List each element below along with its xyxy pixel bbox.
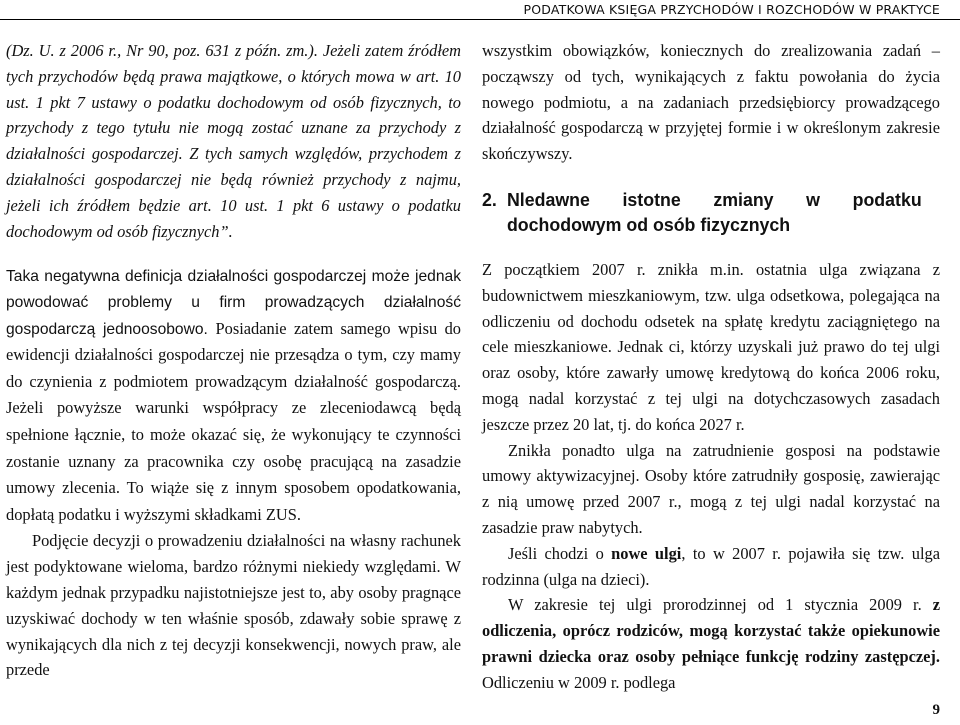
header-title: PODATKOWA KSIĘGA PRZYCHODÓW I ROZCHODÓW W PRAKTYCE <box>523 2 940 17</box>
paragraph-decision: Podjęcie decyzji o prowadzeniu działalności na własny rachunek jest podyktowane wieloma, bardzo różnymi niekiedy względami. W każdym jednak przypadku najistotniejsze jest to, aby osoby pragnące uzyskiwać dochody w ten właśnie sposób, zdawały sobie sprawę z wynikających dla nich z tej decyzji konsekwencji, nowych praw, ale przede <box>6 531 461 680</box>
family-relief-bold: z odliczenia, oprócz rodziców, mogą korzystać także opiekunowie prawni dziecka oraz osoby pełniące funkcję rodziny zastępczej. <box>482 595 940 666</box>
paragraph-housekeeper-relief: Znikła ponadto ulga na zatrudnienie gosposi na podstawie umowy aktywizacyjnej. Osoby które zatrudniły gosposię, zawierając z nią umowę przed 2007 r., mogą z tej ulgi nadal korzystać na zasadzie praw nabytych. <box>482 440 940 537</box>
new-reliefs-text-start: Jeśli chodzi o <box>508 543 612 563</box>
paragraph-obligations: wszystkim obowiązków, koniecznych do zrealizowania zadań – począwszy od tych, wynikających z faktu powołania do życia nowego podmiotu, a na zadaniach przedsiębiorcy prowadzącego działalność gospodarczą w przyjętej formie i w określonym zakresie skończywszy. <box>482 41 940 164</box>
left-column <box>6 38 461 683</box>
paragraph-interest-relief: Z początkiem 2007 r. znikła m.in. ostatnia ulga związana z budownictwem mieszkaniowym, tzw. ulga odsetkowa, polegająca na odliczeniu od dochodu odsetek na spłatę kredytu zaciągniętego na cele mieszkaniowe. Jednak ci, którzy uzyskali już prawo do tej ulgi oraz osoby, które zawarły umowę kredytową do końca 2006 roku, mogą nadal korzystać z tej ulgi na dotychczasowych zasadach jeszcze przez 20 lat, tj. do końca 2027 r. <box>482 259 940 434</box>
paragraph-negative-definition <box>6 264 461 528</box>
paragraph-new-reliefs <box>482 541 940 593</box>
section-number: 2. <box>482 188 497 210</box>
section-heading <box>482 187 922 237</box>
running-header <box>0 0 960 20</box>
new-reliefs-text-end: , to w 2007 r. pojawiła się tzw. ulga rodzinna (ulga na dzieci). <box>482 543 940 589</box>
paragraph-negative-definition-serif: Posiadanie zatem samego wpisu do ewidencji działalności gospodarczej nie przesądza o tym, czy mamy do czynienia z podmiotem prowadzącym działalność gospodarczą. Jeżeli powyższe warunki współpracy ze zleceniodawcą będą spełnione łącznie, to może okazać się, że wykonujący te czynności zostanie uznany za pracownika czy osobę pracującą na zasadzie umowy zlecenia. To wiąże się z innym sposobem opodatkowania, dopłatą podatku i wyższymi składkami ZUS. <box>6 318 461 524</box>
paragraph-family-relief <box>482 592 940 695</box>
family-relief-text-start: W zakresie tej ulgi prorodzinnej od 1 stycznia 2009 r. <box>508 595 933 615</box>
quote-paragraph: (Dz. U. z 2006 r., Nr 90, poz. 631 z późn. zm.). Jeżeli zatem źródłem tych przychodów będą prawa majątkowe, o których mowa w art. 10 ust. 1 pkt 7 ustawy o podatku dochodowym od osób fizycznych, to przychody z tego tytułu nie mogą zostać uznane za przychody z działalności gospodarczej. Z tych samych względów, przychodem z działalności gospodarczej nie będą również przychody z najmu, jeżeli ich źródłem będzie art. 10 ust. 1 pkt 6 ustawy o podatku dochodowym od osób fizycznych”. <box>6 41 461 241</box>
family-relief-text-end: Odliczeniu w 2009 r. podlega <box>482 672 676 692</box>
section-title: Nledawne istotne zmiany w podatku dochodowym od osób fizycznych <box>506 188 922 235</box>
page-number: 9 <box>932 702 940 718</box>
right-column <box>482 38 940 696</box>
paragraph-negative-definition-sans: Taka negatywna definicja działalności gospodarczej może jednak powodować problemy u firm prowadzących działalność gospodarczą jednoosobowo. <box>6 268 461 338</box>
new-reliefs-bold: nowe ulgi <box>611 543 682 563</box>
